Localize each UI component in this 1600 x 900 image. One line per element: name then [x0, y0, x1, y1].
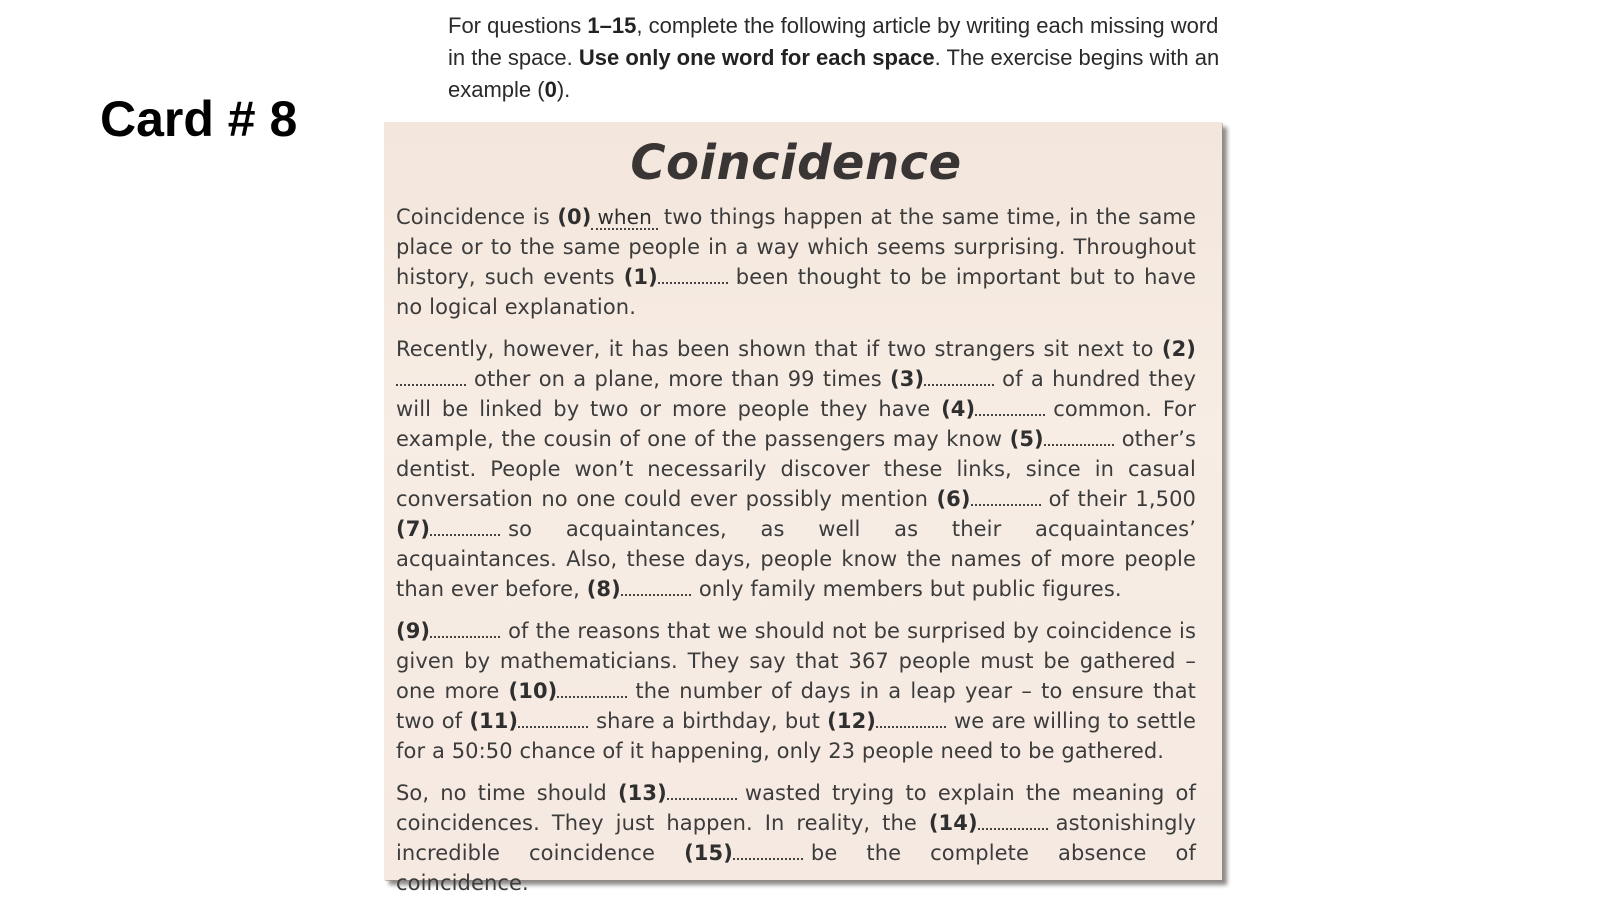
paragraph-text: of their 1,500: [1048, 487, 1196, 511]
gap-number: (4): [941, 397, 976, 421]
paragraph-text: two things happen at the same time, in the same place or to the same people in a way which seems surprising. Throughout history, such events: [396, 205, 1197, 289]
paragraph-text: only family members but public figures.: [698, 577, 1122, 601]
blank-gap: [430, 530, 500, 536]
blank-gap: [667, 794, 737, 800]
gap-number: (11): [469, 709, 519, 733]
gap-number: (8): [586, 577, 621, 601]
article-body: [396, 202, 1196, 898]
gap-number: (3): [890, 367, 925, 391]
blank-gap: [518, 722, 588, 728]
article-paragraph: [396, 778, 1196, 898]
blank-gap: [621, 590, 691, 596]
blank-gap: [924, 380, 994, 386]
blank-gap: [876, 722, 946, 728]
paragraph-text: of a hundred they will be linked by two or more people they have: [396, 367, 1196, 421]
instructions-rule: Use only one word for each space: [578, 45, 935, 70]
paragraph-text: so acquaintances, as well as their acquaintances’ acquaintances. Also, these days, people know the names of more people than ever before,: [396, 517, 1196, 601]
paragraph-text: Recently, however, it has been shown that if two strangers sit next to: [396, 337, 1162, 361]
blank-gap: [1044, 440, 1114, 446]
gap-number: (10): [508, 679, 558, 703]
blank-gap: [978, 824, 1048, 830]
blank-gap: [430, 632, 500, 638]
instructions-text: . The exercise begins with an example (: [448, 45, 1220, 102]
gap-number: (13): [617, 781, 667, 805]
blank-gap: [975, 410, 1045, 416]
article-paragraph: [396, 616, 1196, 766]
paragraph-text: the number of days in a leap year – to ensure that two of: [396, 679, 1196, 733]
article-paragraph: [396, 334, 1196, 604]
example-answer: when: [591, 206, 657, 230]
gap-number: (9): [396, 619, 431, 643]
gap-number: (6): [936, 487, 971, 511]
card-label: Card # 8: [100, 91, 298, 147]
instructions-range: 1–15: [587, 13, 637, 38]
paragraph-text: of the reasons that we should not be surprised by coincidence is given by mathematicians. They say that 367 people must be gathered – one more: [396, 619, 1196, 703]
gap-number: (14): [928, 811, 978, 835]
paragraph-text: other on a plane, more than 99 times: [474, 367, 891, 391]
paragraph-text: be the complete absence of coincidence.: [396, 841, 1196, 895]
instructions-text: , complete the following article by writing each missing word in the space.: [448, 13, 1219, 70]
gap-number: (5): [1009, 427, 1044, 451]
instructions-text: ).: [556, 77, 571, 102]
blank-gap: [396, 380, 466, 386]
gap-number: (12): [827, 709, 876, 733]
instructions-example-number: 0: [544, 77, 557, 102]
gap-number: (2): [1161, 337, 1196, 361]
paragraph-text: astonishingly incredible coincidence: [396, 811, 1196, 865]
paragraph-text: common. For example, the cousin of one of the passengers may know: [396, 397, 1196, 451]
paragraph-text: we are willing to settle for a 50:50 chance of it happening, only 23 people need to be gathered.: [396, 709, 1196, 763]
paragraph-text: other’s dentist. People won’t necessarily discover these links, since in casual conversation no one could ever possibly mention: [396, 427, 1196, 511]
article-title: Coincidence: [630, 135, 962, 191]
paragraph-text: Coincidence is: [396, 205, 558, 229]
gap-number: (1): [623, 265, 658, 289]
gap-number: (0): [557, 205, 592, 229]
blank-gap: [971, 500, 1041, 506]
blank-gap: [658, 278, 728, 284]
paragraph-text: wasted trying to explain the meaning of coincidences. They just happen. In reality, the: [396, 781, 1196, 835]
blank-gap: [557, 692, 627, 698]
article-paragraph: [396, 202, 1196, 322]
paragraph-text: So, no time should: [396, 781, 618, 805]
gap-number: (15): [684, 841, 733, 865]
article-sheet: [384, 122, 1222, 895]
paragraph-text: share a birthday, but: [596, 709, 828, 733]
instructions-text: For questions: [448, 13, 588, 38]
blank-gap: [733, 854, 803, 860]
instructions: [448, 10, 1238, 106]
paragraph-text: been thought to be important but to have no logical explanation.: [396, 265, 1196, 319]
gap-number: (7): [396, 517, 431, 541]
